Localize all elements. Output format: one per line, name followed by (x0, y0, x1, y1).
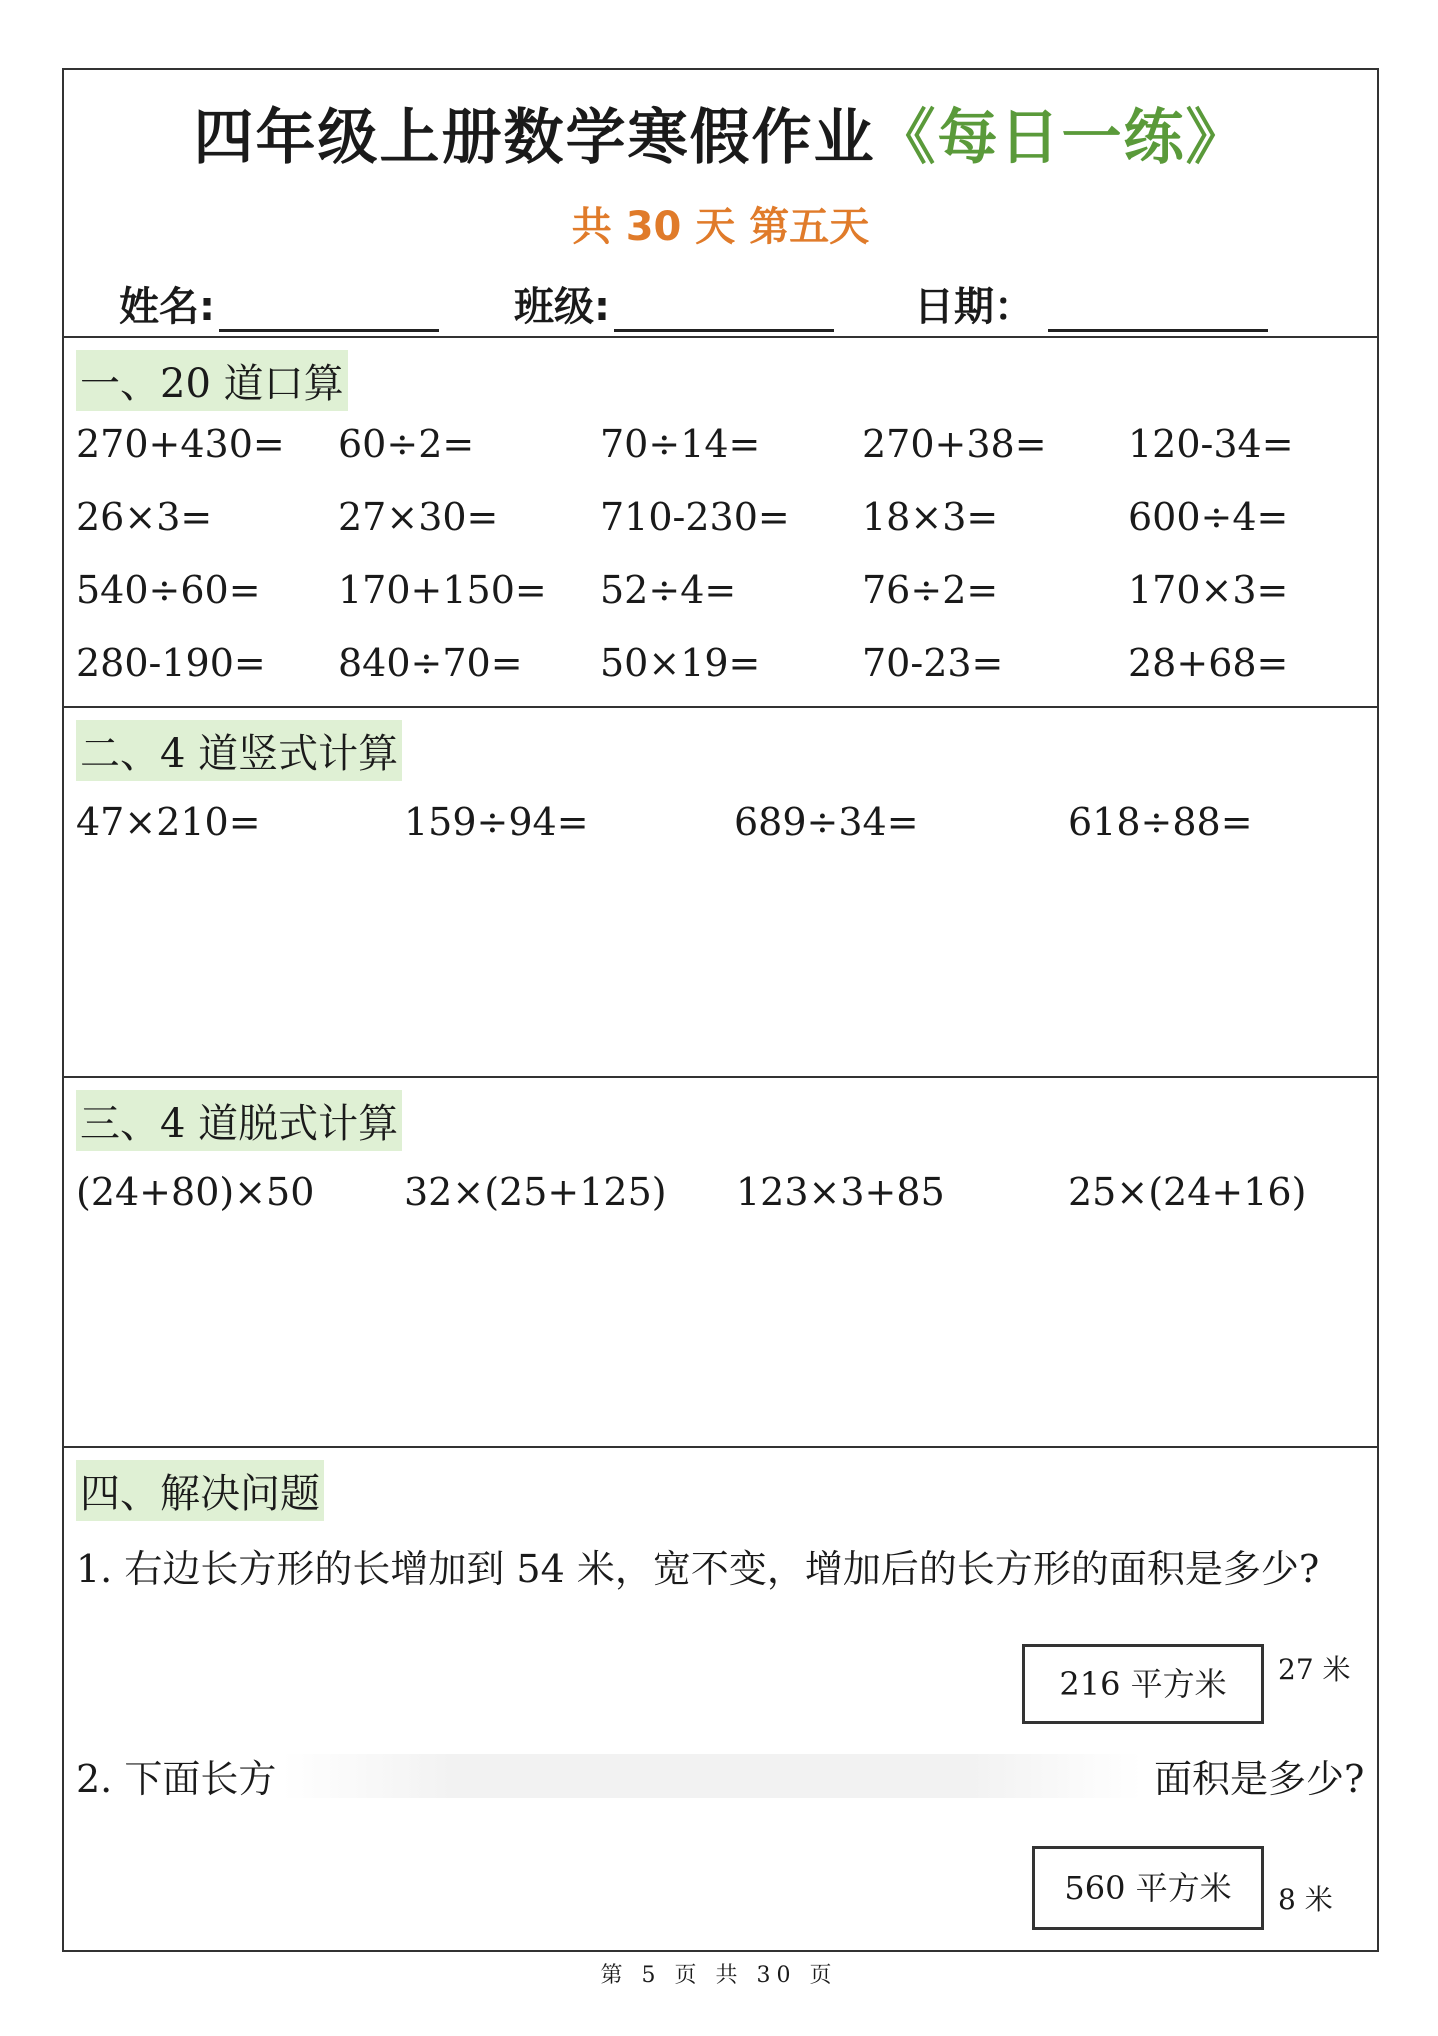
date-blank-line[interactable] (1048, 293, 1268, 332)
section-title: 三、4 道脱式计算 (76, 1090, 402, 1151)
name-blank-line[interactable] (219, 293, 439, 332)
problem-item: 47×210= (76, 800, 261, 844)
section-stepwise-calc (64, 1076, 1377, 1446)
problem-item: 60÷2= (338, 422, 475, 466)
rectangle-2: 560 平方米 (1032, 1846, 1264, 1930)
class-blank-line[interactable] (614, 293, 834, 332)
name-field[interactable] (119, 275, 439, 332)
section-word-problems (64, 1446, 1377, 1954)
problem-item: 52÷4= (600, 568, 737, 612)
section-title: 一、20 道口算 (76, 350, 348, 411)
problem-item: 50×19= (600, 641, 761, 685)
problem-item: 170+150= (338, 568, 547, 612)
worksheet-frame (62, 68, 1379, 1952)
problem-item: 123×3+85 (736, 1170, 945, 1214)
section-title: 四、解决问题 (76, 1460, 324, 1521)
problem-item: 25×(24+16) (1068, 1170, 1307, 1214)
problem-item: 840÷70= (338, 641, 523, 685)
problem-item: 70÷14= (600, 422, 761, 466)
date-label: 日期： (914, 284, 1034, 330)
problem-item: (24+80)×50 (76, 1170, 315, 1214)
question-2-start: 2. 下面长方 (76, 1757, 277, 1801)
title-main: 四年级上册数学寒假作业 (193, 103, 876, 173)
page-footer: 第 5 页 共 30 页 (600, 1963, 838, 1988)
rectangle-2-width: 8 米 (1278, 1883, 1333, 1916)
problem-item: 689÷34= (734, 800, 919, 844)
section-mental-math (64, 336, 1377, 706)
problem-item: 270+38= (862, 422, 1047, 466)
problem-item: 710-230= (600, 495, 790, 539)
problem-item: 540÷60= (76, 568, 261, 612)
date-field[interactable] (914, 275, 1268, 332)
problem-item: 76÷2= (862, 568, 999, 612)
class-label: 班级: (514, 284, 610, 330)
problem-item: 27×30= (338, 495, 499, 539)
problem-item: 270+430= (76, 422, 285, 466)
problem-item: 18×3= (862, 495, 999, 539)
problem-item: 618÷88= (1068, 800, 1253, 844)
problem-item: 28+68= (1128, 641, 1289, 685)
page-title (64, 90, 1377, 176)
problem-item: 159÷94= (404, 800, 589, 844)
section-title: 二、4 道竖式计算 (76, 720, 402, 781)
problem-item: 120-34= (1128, 422, 1294, 466)
class-field[interactable] (514, 275, 834, 332)
section-vertical-calc (64, 706, 1377, 1076)
rectangle-1-width: 27 米 (1278, 1653, 1351, 1686)
name-label: 姓名: (119, 284, 215, 330)
page-subtitle: 共 30 天 第五天 (571, 204, 870, 250)
problem-item: 600÷4= (1128, 495, 1289, 539)
obscured-text-region (282, 1754, 1142, 1798)
title-accent: 《每日一练》 (875, 103, 1248, 173)
problem-item: 170×3= (1128, 568, 1289, 612)
question-1: 1. 右边长方形的长增加到 54 米，宽不变，增加后的长方形的面积是多少? (76, 1547, 1320, 1591)
problem-item: 32×(25+125) (404, 1170, 667, 1214)
rectangle-1: 216 平方米 (1022, 1644, 1264, 1724)
question-2-end: 面积是多少? (1154, 1757, 1365, 1801)
problem-item: 280-190= (76, 641, 266, 685)
problem-item: 26×3= (76, 495, 213, 539)
problem-item: 70-23= (862, 641, 1004, 685)
